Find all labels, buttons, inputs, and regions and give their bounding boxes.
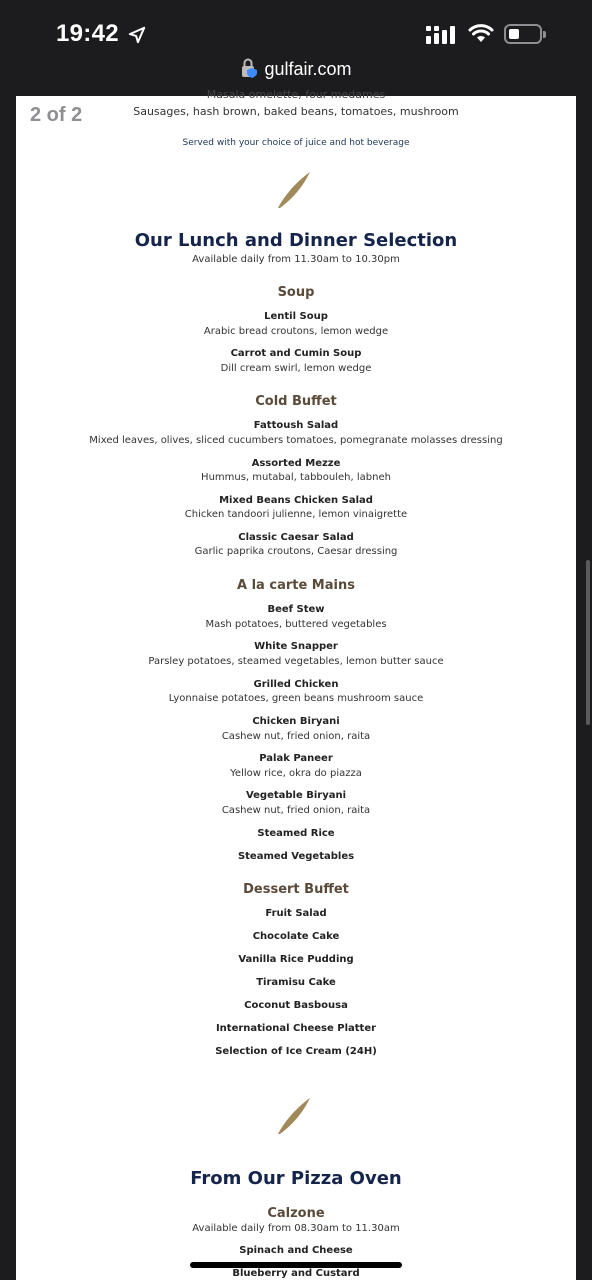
wifi-icon [468, 24, 494, 44]
item-name: Fruit Salad [265, 908, 327, 919]
item-desc: Hummus, mutabal, tabbouleh, labneh [201, 472, 391, 483]
item-name: Beef Stew [267, 604, 325, 615]
pdf-page[interactable] [16, 88, 576, 1280]
item-name: Vegetable Biryani [245, 790, 347, 801]
item-name: Chicken Biryani [252, 716, 340, 727]
cut-off-line: Masala omelette, four medames [206, 88, 386, 101]
item-desc: Cashew nut, fried onion, raita [221, 731, 371, 742]
item-name: Lentil Soup [264, 311, 328, 322]
breakfast-item-desc: Sausages, hash brown, baked beans, tomatoes, mushroom [133, 105, 459, 118]
feather-icon [274, 170, 314, 210]
item-name: Steamed Vegetables [237, 851, 355, 862]
category-calzone: Calzone [267, 1206, 325, 1221]
pizza-title: From Our Pizza Oven [190, 1168, 402, 1189]
item-name: Steamed Rice [257, 828, 335, 839]
item-desc: Lyonnaise potatoes, green beans mushroom sauce [168, 693, 424, 704]
signal-icon [426, 26, 458, 44]
scrollbar[interactable] [586, 560, 590, 725]
item-name: Grilled Chicken [253, 679, 339, 690]
item-desc: Mash potatoes, buttered vegetables [205, 619, 387, 630]
lunch-title: Our Lunch and Dinner Selection [134, 230, 458, 251]
url-text: gulfair.com [264, 59, 352, 79]
item-name: Carrot and Cumin Soup [230, 348, 362, 359]
item-name: International Cheese Platter [215, 1023, 377, 1034]
lunch-availability: Available daily from 11.30am to 10.30pm [192, 254, 400, 265]
item-desc: Arabic bread croutons, lemon wedge [203, 326, 389, 337]
served-note: Served with your choice of juice and hot beverage [182, 138, 410, 148]
item-desc: Parsley potatoes, steamed vegetables, lemon butter sauce [148, 656, 444, 667]
item-desc: Dill cream swirl, lemon wedge [220, 363, 372, 374]
item-name: Tiramisu Cake [256, 977, 336, 988]
item-name: Spinach and Cheese [239, 1245, 353, 1256]
item-name: Classic Caesar Salad [238, 532, 354, 543]
item-desc: Yellow rice, okra do piazza [230, 768, 362, 779]
pizza-availability: Available daily from 08.30am to 11.30am [192, 1223, 400, 1234]
category-mains: A la carte Mains [237, 578, 355, 593]
item-name: Blueberry and Custard [232, 1268, 360, 1279]
item-name: Coconut Basbousa [244, 1000, 348, 1011]
home-indicator[interactable] [190, 1262, 402, 1268]
item-name: Palak Paneer [259, 753, 333, 764]
item-desc: Garlic paprika croutons, Caesar dressing [194, 546, 398, 557]
location-arrow-icon [128, 26, 146, 44]
page-indicator: 2 of 2 [24, 102, 88, 129]
item-desc: Mixed leaves, olives, sliced cucumbers tomatoes, pomegranate molasses dressing [89, 435, 503, 446]
status-bar [0, 0, 592, 96]
clock: 19:42 [56, 20, 119, 47]
category-cold-buffet: Cold Buffet [255, 394, 337, 409]
item-desc: Chicken tandoori julienne, lemon vinaigrette [184, 509, 408, 520]
item-name: Fattoush Salad [253, 420, 339, 431]
category-soup: Soup [277, 285, 315, 300]
item-name: Mixed Beans Chicken Salad [219, 495, 373, 506]
feather-icon [274, 1096, 314, 1136]
item-desc: Cashew nut, fried onion, raita [221, 805, 371, 816]
address-bar[interactable] [0, 58, 592, 80]
item-name: White Snapper [254, 641, 338, 652]
category-dessert: Dessert Buffet [243, 882, 349, 897]
item-name: Chocolate Cake [252, 931, 340, 942]
battery-icon [504, 24, 542, 44]
item-name: Vanilla Rice Pudding [238, 954, 354, 965]
item-name: Assorted Mezze [251, 458, 341, 469]
lock-icon [240, 58, 258, 78]
item-name: Selection of Ice Cream (24H) [215, 1046, 377, 1057]
